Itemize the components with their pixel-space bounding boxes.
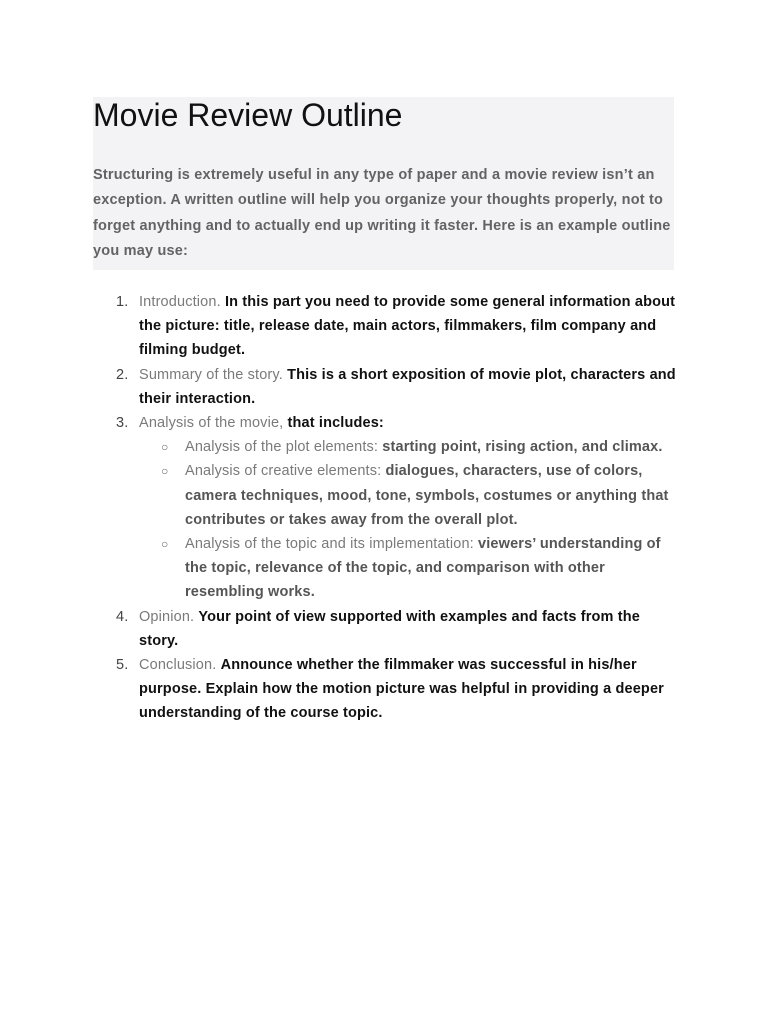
subitem-text: viewers’ understanding of the topic, relevance of the topic, and comparison with other resembling works. <box>185 536 661 601</box>
list-number: 5. <box>116 657 129 674</box>
circle-bullet-icon: ○ <box>161 464 169 479</box>
list-number: 3. <box>116 415 129 432</box>
item-lead: Analysis of the movie, <box>139 415 284 432</box>
item-lead: Opinion. <box>139 608 195 625</box>
outline-item-summary <box>112 363 677 411</box>
subitem-creative-elements <box>139 459 677 532</box>
subitem-lead: Analysis of the plot elements: <box>185 439 379 456</box>
outline-list <box>112 290 677 726</box>
intro-paragraph: Structuring is extremely useful in any type of paper and a movie review isn’t an exception. A written outline will help you organize your thoughts properly, not to forget anything and to actually end up writing it faster. Here is an example outline you may use: <box>93 167 671 259</box>
item-lead: Conclusion. <box>139 657 217 674</box>
subitem-lead: Analysis of the topic and its implementation: <box>185 536 474 553</box>
item-text: This is a short exposition of movie plot, characters and their interaction. <box>139 366 676 407</box>
subitem-lead: Analysis of creative elements: <box>185 463 382 480</box>
circle-bullet-icon: ○ <box>161 537 169 552</box>
outline-item-conclusion <box>112 653 677 726</box>
item-text: Announce whether the filmmaker was successful in his/her purpose. Explain how the motion picture was helpful in providing a deeper understanding of the course topic. <box>139 657 664 722</box>
list-number: 1. <box>116 294 129 310</box>
item-text: In this part you need to provide some general information about the picture: title, release date, main actors, filmmakers, film company and filming budget. <box>139 294 676 359</box>
item-lead: Summary of the story. <box>139 366 283 383</box>
list-number: 2. <box>116 366 129 383</box>
list-number: 4. <box>116 608 129 625</box>
outline-item-analysis <box>112 411 677 605</box>
subitem-text: starting point, rising action, and climax. <box>382 439 663 456</box>
circle-bullet-icon: ○ <box>161 440 169 455</box>
item-lead: Introduction. <box>139 294 221 310</box>
item-text: Your point of view supported with examples and facts from the story. <box>139 608 640 649</box>
analysis-sublist <box>139 435 677 604</box>
outline-item-introduction <box>112 290 677 363</box>
outline-item-opinion <box>112 605 677 653</box>
subitem-text: dialogues, characters, use of colors, camera techniques, mood, tone, symbols, costumes or anything that contributes or takes away from the overall plot. <box>185 463 669 528</box>
page-title: Movie Review Outline <box>93 97 403 133</box>
subitem-plot-elements <box>139 435 677 459</box>
item-text: that includes: <box>287 415 384 432</box>
subitem-topic-implementation <box>139 532 677 605</box>
